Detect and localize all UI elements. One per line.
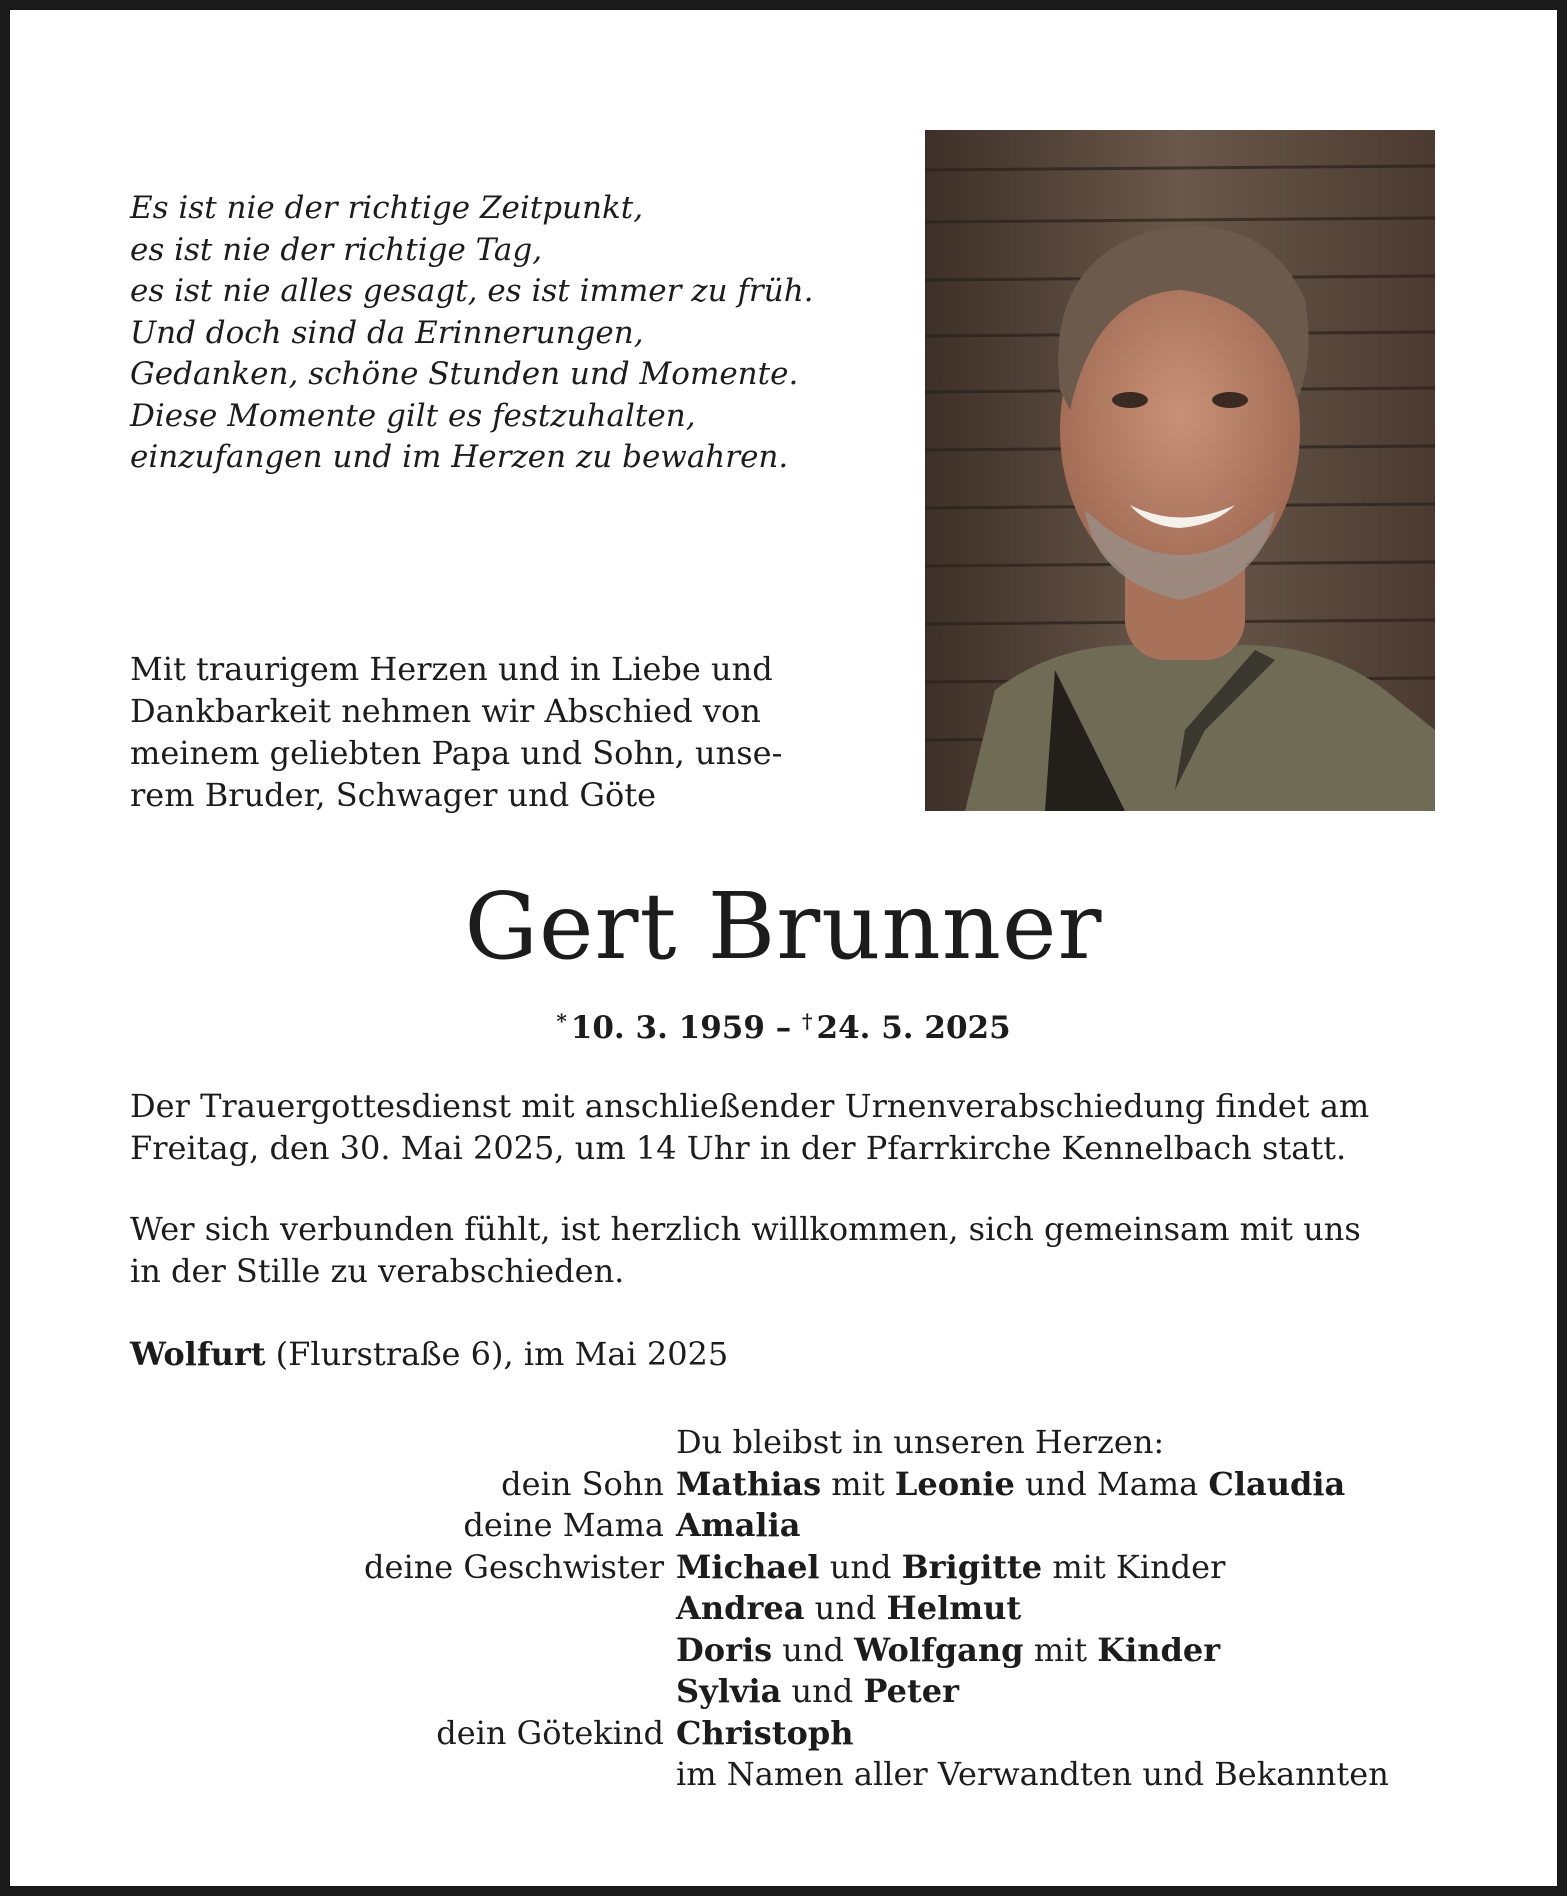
family-member-name: Sylvia xyxy=(676,1672,782,1710)
family-connector: und xyxy=(804,1589,887,1627)
family-connector: mit xyxy=(821,1464,895,1503)
family-relation: dein Sohn xyxy=(501,1464,664,1503)
family-row xyxy=(130,1754,1460,1796)
family-heading-row xyxy=(130,1422,1460,1464)
invitation-text xyxy=(130,1208,1460,1292)
portrait-illustration xyxy=(925,130,1435,811)
poem-line: Es ist nie der richtige Zeitpunkt, xyxy=(130,190,644,226)
family-member-name: Brigitte xyxy=(901,1547,1043,1586)
place-date xyxy=(130,1333,1460,1375)
family-member-name: Kinder xyxy=(1097,1630,1221,1669)
family-row xyxy=(130,1713,1460,1755)
poem-line: es ist nie alles gesagt, es ist immer zu früh. xyxy=(130,273,814,309)
portrait-photo xyxy=(925,130,1435,811)
obituary-page xyxy=(10,10,1557,1886)
family-connector: und xyxy=(781,1672,864,1710)
place-rest: (Flurstraße 6), im Mai 2025 xyxy=(265,1335,729,1373)
service-info xyxy=(130,1085,1460,1169)
intro-line: rem Bruder, Schwager und Göte xyxy=(130,776,657,814)
family-connector: und xyxy=(772,1630,855,1669)
family-member-name: Wolfgang xyxy=(854,1630,1024,1669)
invitation-line-2: in der Stille zu verabschieden. xyxy=(130,1252,625,1290)
invitation-line-1: Wer sich verbunden fühlt, ist herzlich willkommen, sich gemeinsam mit uns xyxy=(130,1210,1361,1248)
intro-text xyxy=(130,648,850,816)
death-symbol: † xyxy=(802,1009,813,1033)
date-separator: – xyxy=(764,1010,803,1046)
intro-line: meinem geliebten Papa und Sohn, unse- xyxy=(130,734,783,772)
intro-line: Dankbarkeit nehmen wir Abschied von xyxy=(130,692,761,730)
family-relation: deine Geschwister xyxy=(364,1547,664,1586)
birth-date: 10. 3. 1959 xyxy=(570,1010,765,1046)
family-list xyxy=(130,1422,1460,1796)
family-connector: und xyxy=(819,1547,902,1586)
family-row xyxy=(130,1588,1460,1630)
intro-line: Mit traurigem Herzen und in Liebe und xyxy=(130,650,773,688)
place-town: Wolfurt xyxy=(130,1335,266,1373)
family-member-name: Mathias xyxy=(676,1464,822,1503)
family-names xyxy=(676,1588,1460,1630)
family-member-name: Helmut xyxy=(886,1589,1022,1627)
family-names xyxy=(676,1505,1460,1547)
family-row xyxy=(130,1671,1460,1713)
family-member-name: Leonie xyxy=(894,1464,1015,1503)
family-names xyxy=(676,1713,1460,1755)
family-names xyxy=(676,1630,1460,1672)
family-member-name: Michael xyxy=(676,1547,820,1586)
family-row xyxy=(130,1464,1460,1506)
poem-line: Und doch sind da Erinnerungen, xyxy=(130,314,644,351)
family-names xyxy=(676,1671,1460,1713)
poem-line: es ist nie der richtige Tag, xyxy=(130,231,543,268)
poem-line: Diese Momente gilt es festzuhalten, xyxy=(130,397,696,434)
family-rows xyxy=(130,1464,1460,1796)
family-relation: deine Mama xyxy=(463,1506,664,1544)
family-relation xyxy=(130,1754,676,1796)
family-row xyxy=(130,1630,1460,1672)
service-line-1: Der Trauergottesdienst mit anschließender Urnenverabschiedung findet am xyxy=(130,1087,1370,1125)
death-date: 24. 5. 2025 xyxy=(816,1010,1011,1046)
poem-line: einzufangen und im Herzen zu bewahren. xyxy=(130,439,789,475)
family-member-name: Peter xyxy=(863,1672,959,1710)
family-connector: mit Kinder xyxy=(1042,1547,1226,1586)
deceased-name: Gert Brunner xyxy=(464,873,1103,980)
family-connector: im Namen aller Verwandten und Bekannten xyxy=(676,1755,1389,1793)
family-connector: und Mama xyxy=(1014,1464,1209,1503)
family-member-name: Claudia xyxy=(1208,1464,1346,1503)
family-names xyxy=(676,1754,1460,1796)
family-relation xyxy=(130,1671,676,1713)
family-member-name: Amalia xyxy=(676,1506,801,1544)
family-row xyxy=(130,1547,1460,1589)
family-member-name: Christoph xyxy=(676,1713,854,1752)
family-member-name: Doris xyxy=(676,1630,773,1669)
family-relation xyxy=(130,1588,676,1630)
poem-line: Gedanken, schöne Stunden und Momente. xyxy=(130,356,799,392)
family-relation: dein Götekind xyxy=(436,1713,664,1752)
family-connector: mit xyxy=(1023,1630,1098,1669)
family-names xyxy=(676,1547,1460,1589)
poem xyxy=(130,188,830,479)
family-heading: Du bleibst in unseren Herzen: xyxy=(676,1423,1165,1461)
family-member-name: Andrea xyxy=(676,1589,805,1627)
family-row xyxy=(130,1505,1460,1547)
family-relation xyxy=(130,1630,676,1672)
family-names xyxy=(676,1464,1460,1506)
life-dates xyxy=(10,1001,1557,1048)
birth-symbol: * xyxy=(556,1009,567,1033)
service-line-2: Freitag, den 30. Mai 2025, um 14 Uhr in der Pfarrkirche Kennelbach statt. xyxy=(130,1129,1347,1167)
